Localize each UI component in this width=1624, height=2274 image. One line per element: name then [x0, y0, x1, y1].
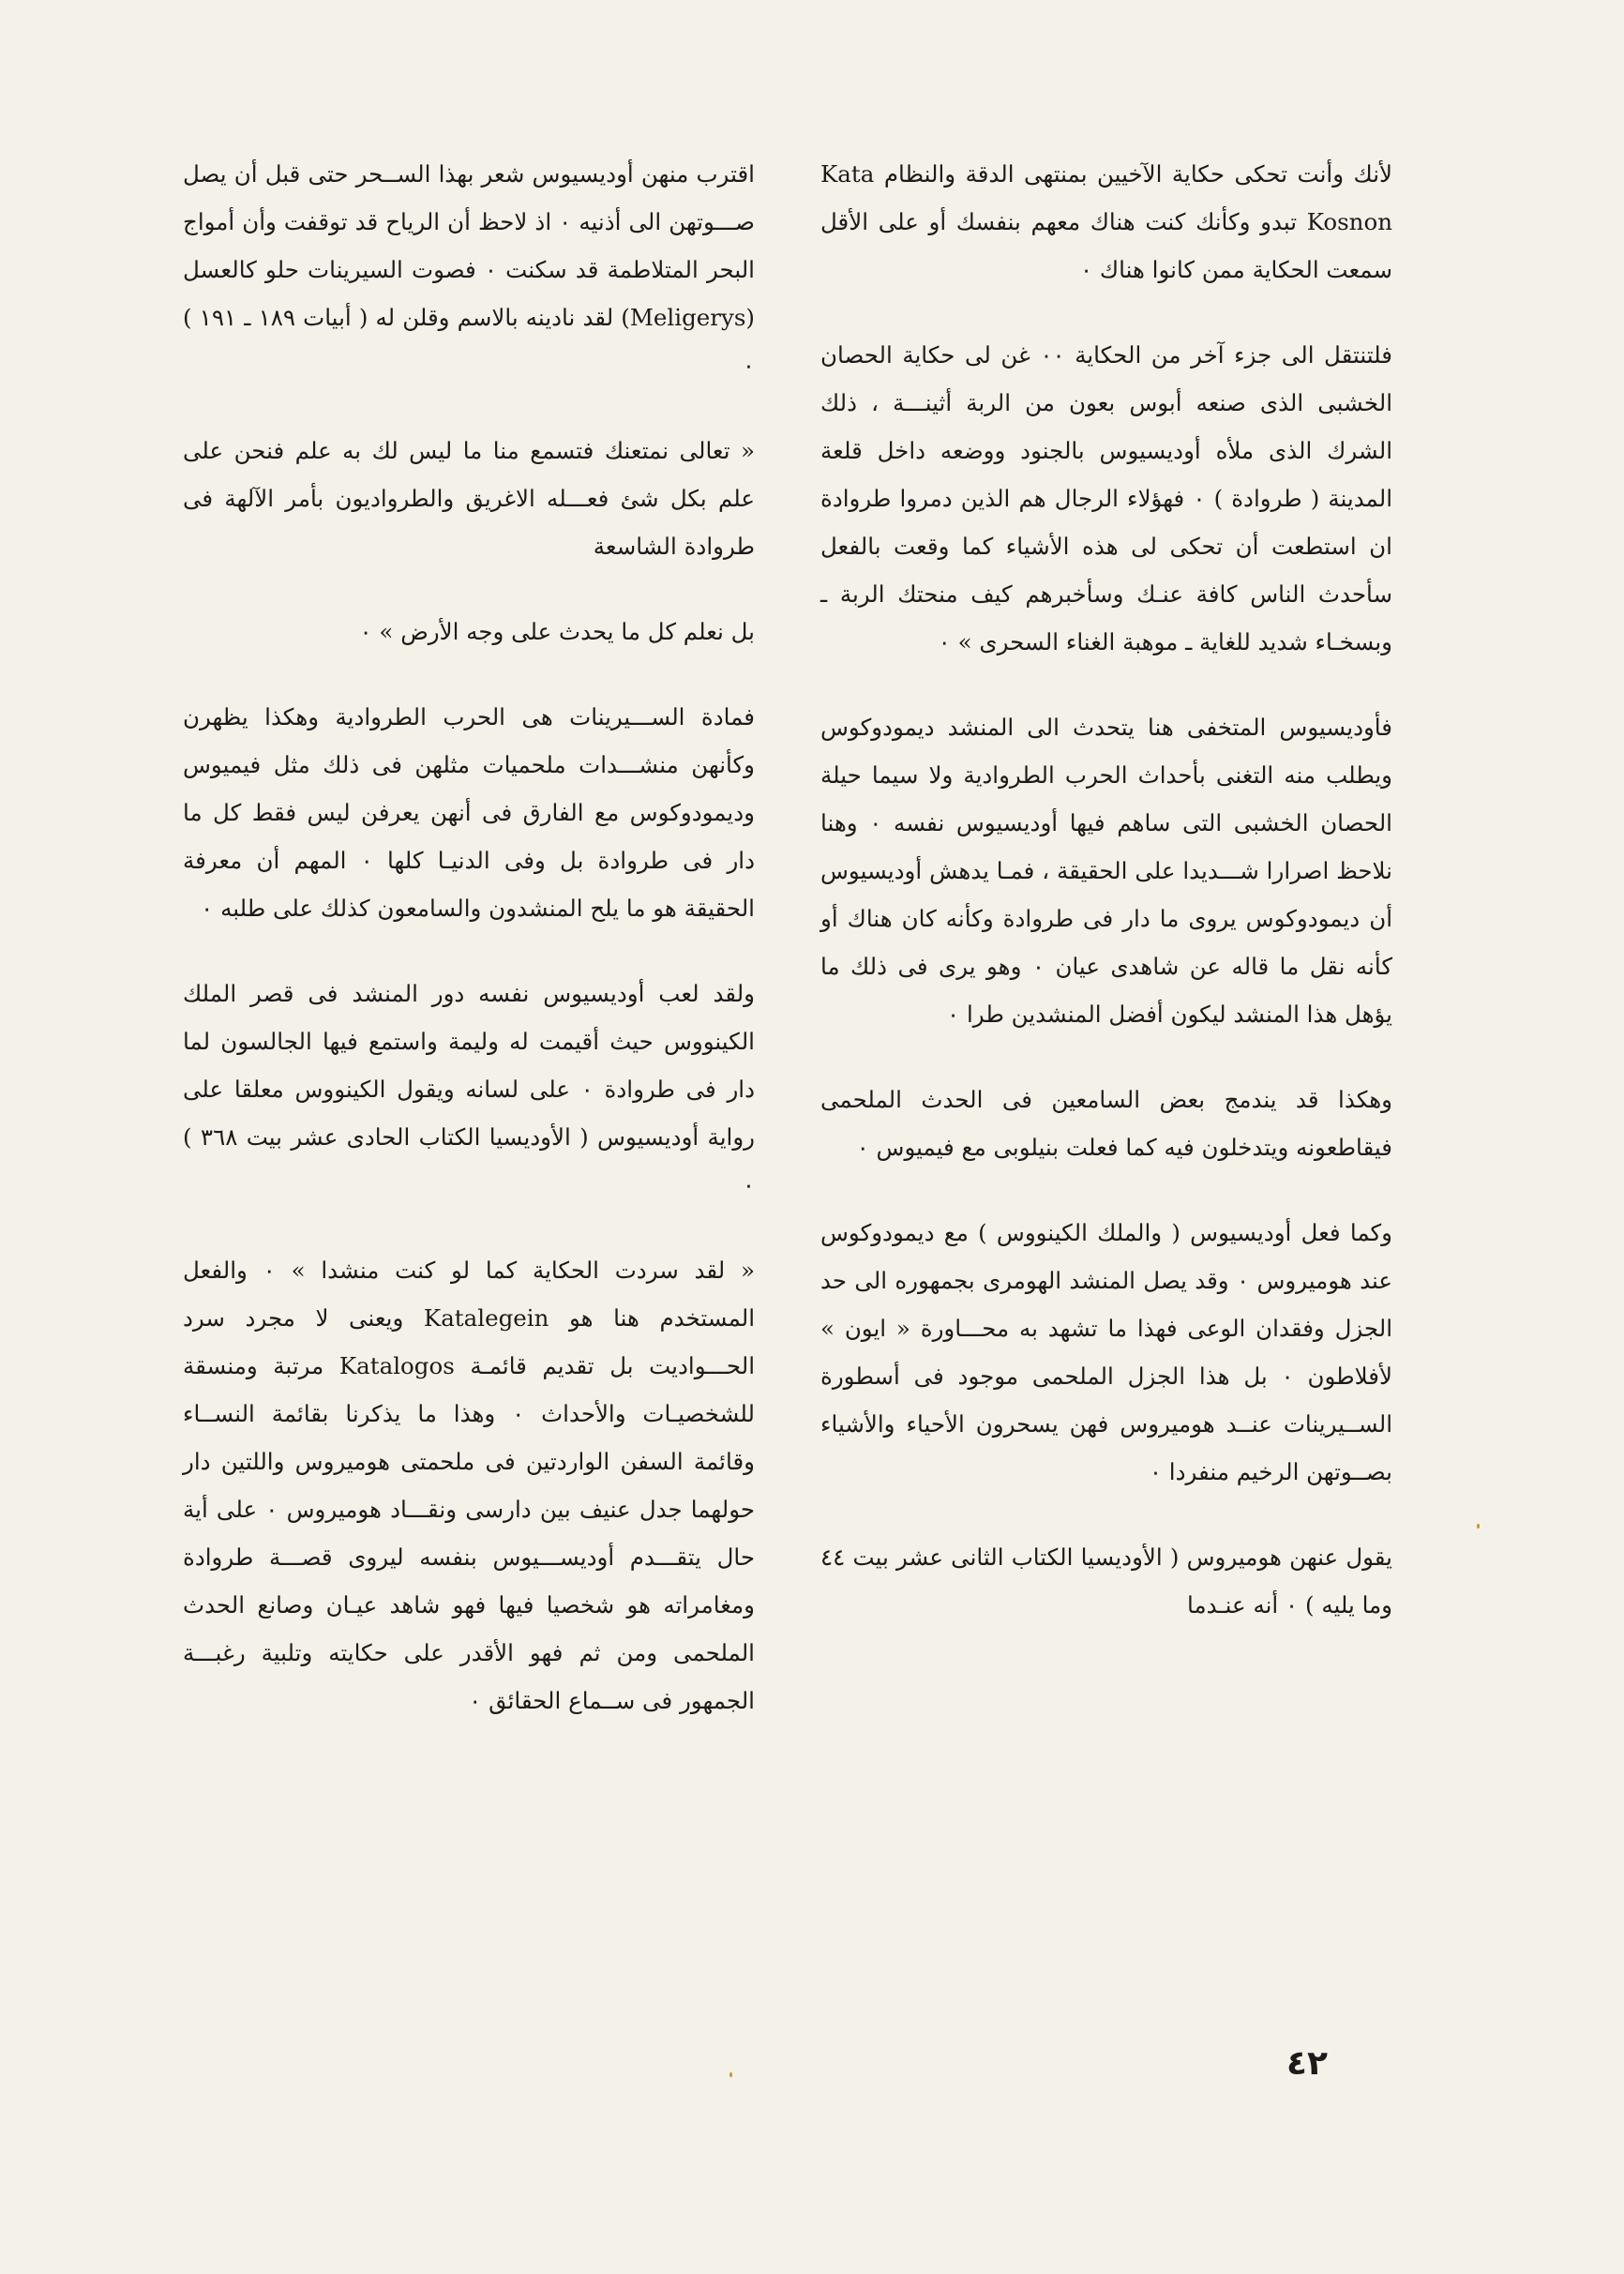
paper-speck — [729, 2072, 732, 2077]
paragraph: لأنك وأنت تحكى حكاية الآخيين بمنتهى الدقة والنظام Kata Kosnon تبدو وكأنك كنت هناك معهم بنفسك أو على الأقل سمعت الحكاية ممن كانوا هناك ٠ — [820, 160, 1392, 283]
left-text-column — [183, 150, 755, 1724]
paragraph: وهكذا قد يندمج بعض السامعين فى الحدث الملحمى فيقاطعونه ويتدخلون فيه كما فعلت بنيلوبى مع فيميوس ٠ — [820, 1086, 1392, 1161]
paragraph: « لقد سردت الحكاية كما لو كنت منشدا » ٠ والفعل المستخدم هنا هو Katalegein ويعنى لا مجرد سرد الحـــواديت بل تقديم قائمـة Katalogos مرتبة ومنسقة للشخصيـات والأحداث ٠ وهذا ما يذكرنا بقائمة النســاء وقائمة السفن الواردتين فى ملحمتى هوميروس واللتين دار حولهما جدل عنيف بين دارسى ونقـــاد هوميروس ٠ على أية حال يتقـــدم أوديســـيوس بنفسه ليروى قصـــة طروادة ومغامراته هو شخصيا فيها فهو شاهد عيـان وصانع الحدث الملحمى ومن ثم فهو الأقدر على حكايته وتلبية رغبـــة الجمهور فى ســماع الحقائق ٠ — [183, 1257, 756, 1714]
paragraph: فمادة الســـيرينات هى الحرب الطروادية وهكذا يظهرن وكأنهن منشـــدات ملحميات مثلهن فى ذلك مثل فيميوس وديمودوكوس مع الفارق فى أنهن يعرفن ليس فقط كل ما دار فى طروادة بل وفى الدنيـا كلها ٠ المهم أن معرفة الحقيقة هو ما يلح المنشدون والسامعون كذلك على طلبه ٠ — [183, 703, 755, 922]
quote-paragraph: « تعالى نمتعنك فتسمع منا ما ليس لك به علم فنحن على علم بكل شئ فعـــله الاغريق والطرواديون بأمر الآلهة فى طروادة الشاسعة — [183, 437, 755, 560]
paragraph: فأوديسيوس المتخفى هنا يتحدث الى المنشد ديمودوكوس ويطلب منه التغنى بأحداث الحرب الطروادية ولا سيما حيلة الحصان الخشبى التى ساهم فيها أوديسيوس نفسه ٠ وهنا نلاحظ اصرارا شـــديدا على الحقيقة ، فمـا يدهش أوديسيوس أن ديمودوكوس يروى ما دار فى طروادة وكأنه كان هناك أو كأنه نقل ما قاله عن شاهدى عيان ٠ وهو يرى فى ذلك ما يؤهل هذا المنشد ليكون أفضل المنشدين طرا ٠ — [820, 714, 1392, 1028]
paragraph: وكما فعل أوديسيوس ( والملك الكينووس ) مع ديمودوكوس عند هوميروس ٠ وقد يصل المنشد الهومرى بجمهوره الى حد الجزل وفقدان الوعى فهذا ما تشهد به محـــاورة « ايون » لأفلاطون ٠ بل هذا الجزل الملحمى موجود فى أسطورة الســيرينات عنــد هوميروس فهن يسحرون الأحياء والأشياء بصــوتهن الرخيم منفردا ٠ — [820, 1219, 1392, 1485]
paragraph: ولقد لعب أوديسيوس نفسه دور المنشد فى قصر الملك الكينووس حيث أقيمت له وليمة واستمع فيها الجالسون لما دار فى طروادة ٠ على لسانه ويقول الكينووس معلقا على رواية أوديسيوس ( الأوديسيا الكتاب الحادى عشر بيت ٣٦٨ ) ٠ — [183, 980, 755, 1198]
paper-speck — [1477, 1524, 1480, 1529]
quote-paragraph: بل نعلم كل ما يحدث على وجه الأرض » ٠ — [359, 618, 755, 645]
paragraph: يقول عنهن هوميروس ( الأوديسيا الكتاب الثانى عشر بيت ٤٤ وما يليه ) ٠ أنه عنـدما — [820, 1544, 1392, 1619]
page-number: ٤٢ — [1286, 2044, 1328, 2083]
paragraph: اقترب منهن أوديسيوس شعر بهذا الســحر حتى قبل أن يصل صـــوتهن الى أذنيه ٠ اذ لاحظ أن الرياح قد توقفت وأن أمواج البحر المتلاطمة قد سكنت ٠ فصوت السيرينات حلو كالعسل (Meligerys) لقد نادينه بالاسم وقلن له ( أبيات ١٨٩ ـ ١٩١ ) ٠ — [183, 160, 755, 379]
right-text-column — [820, 150, 1392, 1629]
paragraph: فلتنتقل الى جزء آخر من الحكاية ٠٠ غن لى حكاية الحصان الخشبى الذى صنعه أبوس بعون من الربة أثينـــة ، ذلك الشرك الذى ملأه أوديسيوس بالجنود ووضعه داخل قلعة المدينة ( طروادة ) ٠ فهؤلاء الرجال هم الذين دمروا طروادة ان استطعت أن تحكى لى هذه الأشياء كما وقعت بالفعل سأحدث الناس كافة عنـك وسأخبرهم كيف منحتك الربة ـ وبسخـاء شديد للغاية ـ موهبة الغناء السحرى » ٠ — [820, 341, 1392, 655]
